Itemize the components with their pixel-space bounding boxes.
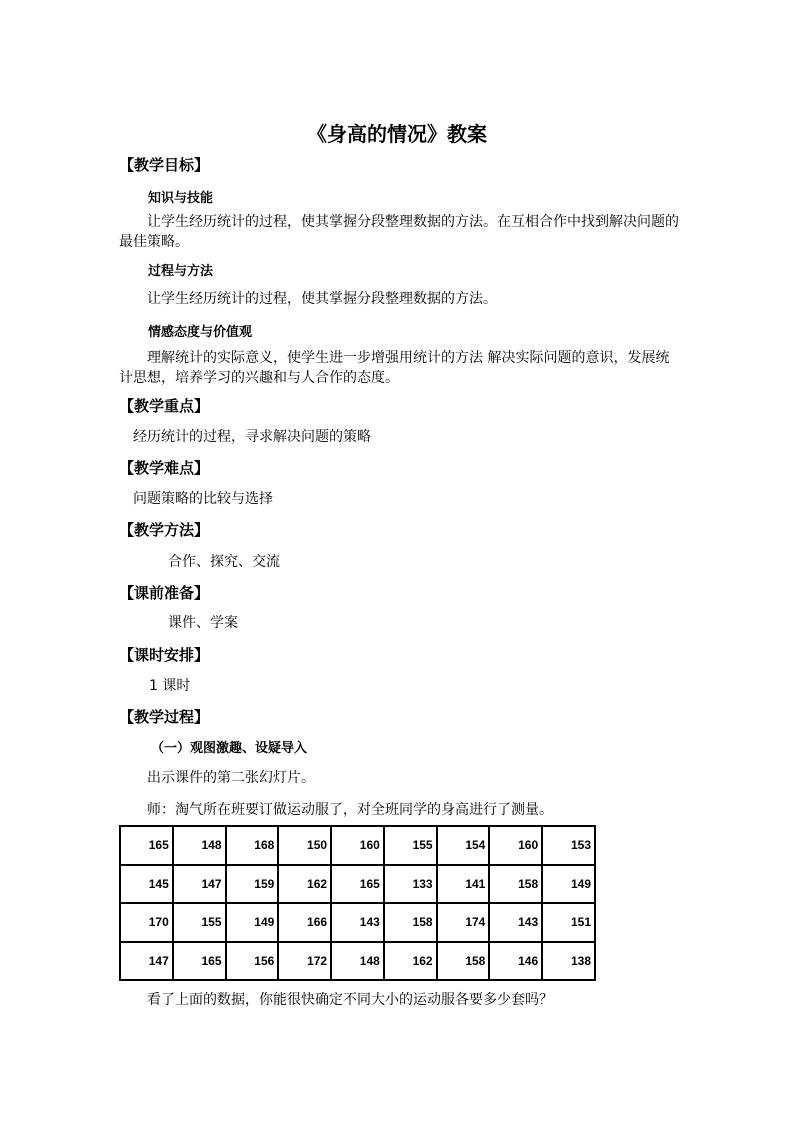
table-cell: 147 bbox=[173, 865, 226, 904]
table-cell: 138 bbox=[542, 942, 595, 981]
table-cell: 158 bbox=[384, 903, 437, 942]
table-cell: 155 bbox=[173, 903, 226, 942]
table-row bbox=[120, 903, 595, 942]
text-teacher-intro: 师：淘气所在班要订做运动服了，对全班同学的身高进行了测量。 bbox=[147, 802, 553, 818]
heading-teaching-goals: 【教学目标】 bbox=[119, 156, 210, 174]
table-cell: 162 bbox=[384, 942, 437, 981]
table-cell: 172 bbox=[278, 942, 331, 981]
table-cell: 146 bbox=[489, 942, 542, 981]
table-cell: 145 bbox=[120, 865, 173, 904]
table-cell: 147 bbox=[120, 942, 173, 981]
table-cell: 158 bbox=[489, 865, 542, 904]
table-cell: 165 bbox=[120, 826, 173, 865]
table-cell: 148 bbox=[173, 826, 226, 865]
table-cell: 162 bbox=[278, 865, 331, 904]
text-preparation: 课件、学案 bbox=[168, 615, 238, 631]
table-cell: 160 bbox=[489, 826, 542, 865]
table-cell: 151 bbox=[542, 903, 595, 942]
table-cell: 156 bbox=[226, 942, 279, 981]
table-cell: 158 bbox=[437, 942, 490, 981]
paragraph-knowledge-skills: 让学生经历统计的过程，使其掌握分段整理数据的方法。在互相合作中找到解决问题的最佳策略。 bbox=[119, 214, 679, 250]
heading-schedule: 【课时安排】 bbox=[119, 646, 210, 664]
table-cell: 150 bbox=[278, 826, 331, 865]
text-question: 看了上面的数据，你能很快确定不同大小的运动服各要多少套吗？ bbox=[147, 992, 553, 1008]
text-method: 合作、探究、交流 bbox=[168, 554, 280, 570]
subheading-knowledge-skills: 知识与技能 bbox=[148, 191, 214, 206]
table-cell: 149 bbox=[226, 903, 279, 942]
text-schedule: 1 课时 bbox=[149, 678, 191, 694]
table-row bbox=[120, 942, 595, 981]
table-cell: 143 bbox=[331, 903, 384, 942]
table-cell: 168 bbox=[226, 826, 279, 865]
paragraph-emotion-values: 理解统计的实际意义，使学生进一步增强用统计的方法 解决实际问题的意识，发展统计思想，培养学习的兴趣和与人合作的态度。 bbox=[119, 350, 670, 386]
table-cell: 159 bbox=[226, 865, 279, 904]
subheading-emotion-values: 情感态度与价值观 bbox=[148, 325, 253, 340]
table-cell: 160 bbox=[331, 826, 384, 865]
heading-key-points: 【教学重点】 bbox=[119, 397, 210, 415]
table-cell: 133 bbox=[384, 865, 437, 904]
text-show-slide: 出示课件的第二张幻灯片。 bbox=[147, 770, 315, 786]
heights-table bbox=[119, 825, 596, 981]
table-row bbox=[120, 826, 595, 865]
text-key-points: 经历统计的过程，寻求解决问题的策略 bbox=[133, 429, 371, 445]
table-cell: 149 bbox=[542, 865, 595, 904]
document-title: 《身高的情况》教案 bbox=[307, 122, 487, 146]
table-cell: 165 bbox=[331, 865, 384, 904]
table-cell: 153 bbox=[542, 826, 595, 865]
text-difficulty: 问题策略的比较与选择 bbox=[133, 491, 273, 507]
table-cell: 148 bbox=[331, 942, 384, 981]
subheading-process-method: 过程与方法 bbox=[148, 264, 214, 279]
heading-method: 【教学方法】 bbox=[119, 521, 210, 539]
heading-teaching-process: 【教学过程】 bbox=[119, 708, 210, 726]
subheading-step-one: （一）观图激趣、设疑导入 bbox=[151, 741, 308, 756]
table-cell: 170 bbox=[120, 903, 173, 942]
table-cell: 143 bbox=[489, 903, 542, 942]
table-cell: 141 bbox=[437, 865, 490, 904]
heading-preparation: 【课前准备】 bbox=[119, 584, 210, 602]
heading-difficulty: 【教学难点】 bbox=[119, 459, 210, 477]
table-row bbox=[120, 865, 595, 904]
table-cell: 155 bbox=[384, 826, 437, 865]
table-cell: 154 bbox=[437, 826, 490, 865]
table-cell: 174 bbox=[437, 903, 490, 942]
paragraph-process-method: 让学生经历统计的过程，使其掌握分段整理数据的方法。 bbox=[147, 291, 497, 307]
table-cell: 165 bbox=[173, 942, 226, 981]
table-cell: 166 bbox=[278, 903, 331, 942]
